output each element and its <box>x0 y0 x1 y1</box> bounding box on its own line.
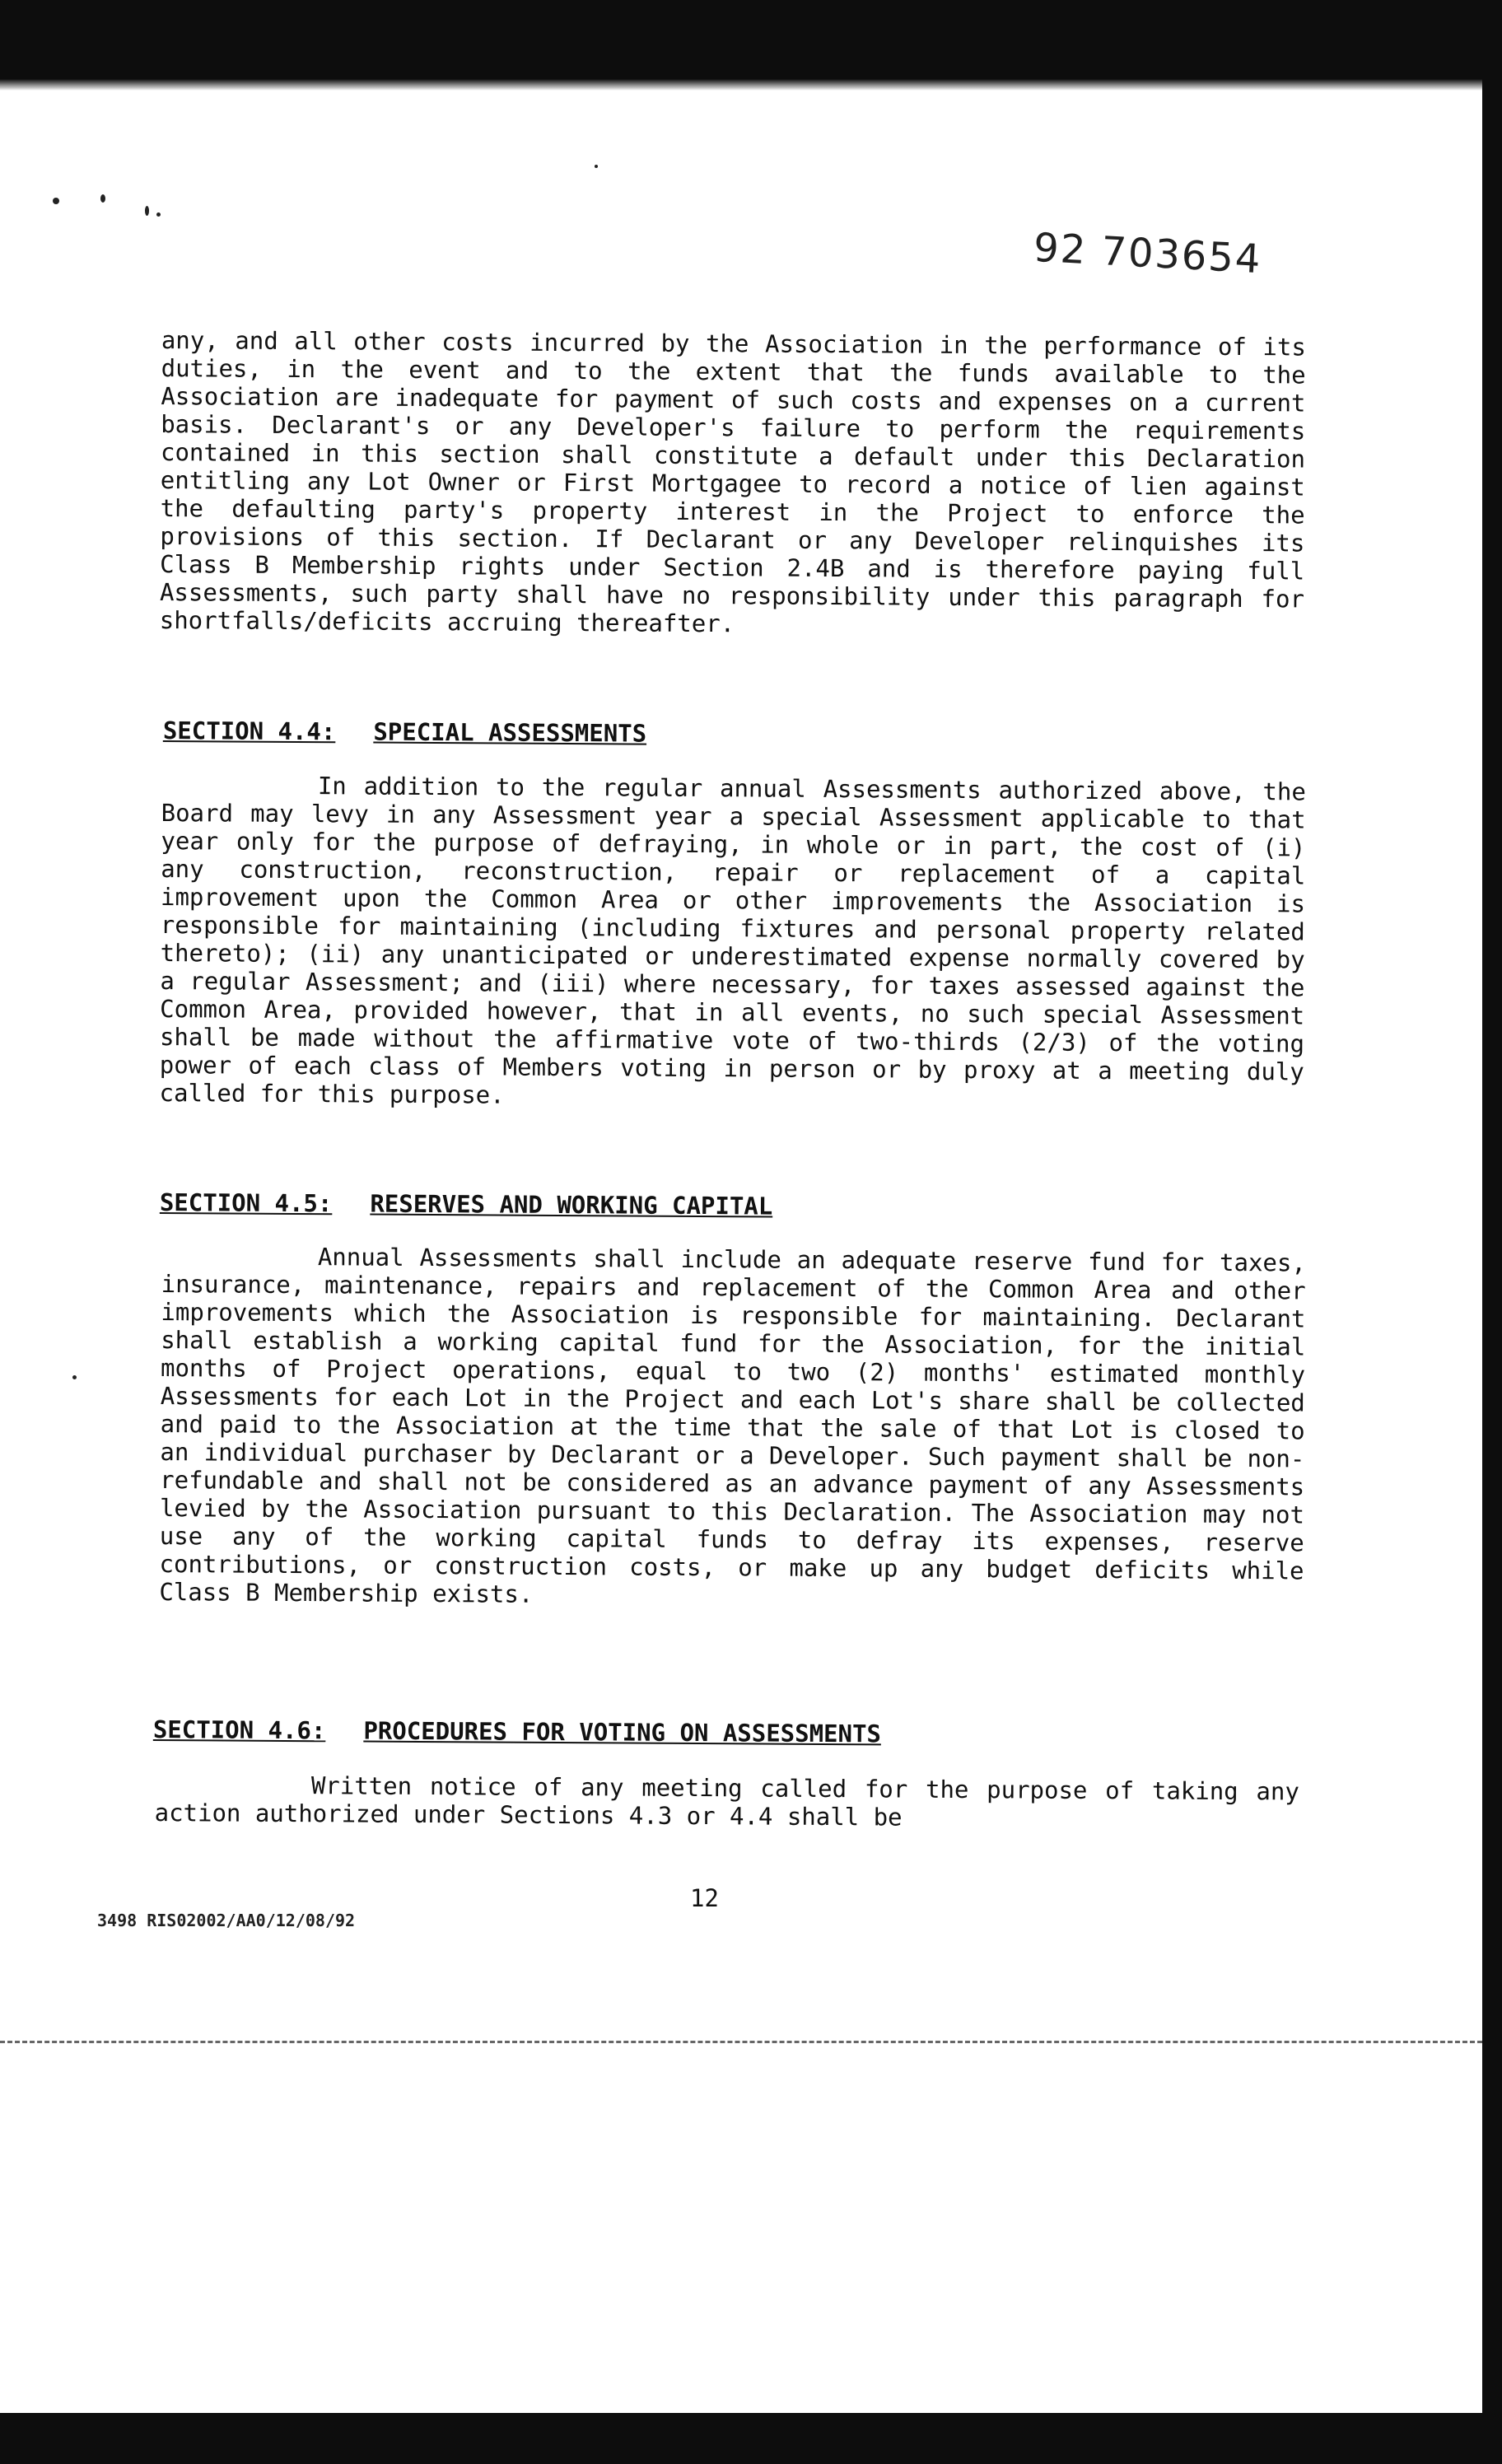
section-4-5-heading <box>160 1188 773 1220</box>
section-body: In addition to the regular annual Assessments authorized above, the Board may levy in any Assessment year a special Assessment applicable to that year only for the purpose of defraying, in whole or in part, the cost of (i) any construction, reconstruction, repair or replacement of a capital improvement upon the Common Area or other improvements the Association is responsible for maintaining (including fixtures and personal property related thereto); (ii) any unanticipated or underestimated expense normally covered by a regular Assessment; and (iii) where necessary, for taxes assessed against the Common Area, provided however, that in all events, no such special Assessment shall be made without the affirmative vote of two-thirds (2/3) of the voting power of each class of Members voting in person or by proxy at a meeting duly called for this purpose. <box>159 772 1306 1109</box>
scan-border-bottom <box>0 2413 1502 2464</box>
section-number: SECTION 4.4: <box>162 716 336 746</box>
document-number: 92 703654 <box>1032 224 1263 283</box>
section-body: Annual Assessments shall include an adequate reserve fund for taxes, insurance, maintenance, repairs and replacement of the Common Area and other improvements which the Association is responsible for maintaining. Declarant shall establish a working capital fund for the Association, for the initial months of Project operations, equal to two (2) months' estimated monthly Assessments for each Lot in the Project and each Lot's share shall be collected and paid to the Association at the time that the sale of that Lot is closed to an individual purchaser by Declarant or a Developer. Such payment shall be non-refundable and shall not be considered as an advance payment of any Assessments levied by the Association pursuant to this Declaration. The Association may not use any of the working capital funds to defray its expenses, reserve contributions, or construction costs, or make up any budget deficits while Class B Membership exists. <box>159 1243 1306 1608</box>
intro-paragraph: any, and all other costs incurred by the Association in the performance of its duties, in the event and to the extent that the funds available to the Association are inadequate for payment of such costs and expenses on a current basis. Declarant's or any Developer's failure to perform the requirements contained in this section shall constitute a default under this Declaration entitling any Lot Owner or First Mortgagee to record a notice of lien against the defaulting party's property interest in the Project to enforce the provisions of this section. If Declarant or any Developer relinquishes its Class B Membership rights under Section 2.4B and is therefore paying full Assessments, such party shall have no responsibility under this paragraph for shortfalls/deficits accruing thereafter. <box>159 326 1306 638</box>
scan-border-top-edge <box>0 79 1502 91</box>
page-number: 12 <box>690 1884 719 1912</box>
section-title: SPECIAL ASSESSMENTS <box>373 717 647 748</box>
scan-border-right <box>1482 0 1502 2464</box>
section-4-5-body-block <box>159 1242 1306 1612</box>
section-number: SECTION 4.6: <box>152 1715 326 1745</box>
section-4-6-body-block <box>155 1771 1299 1833</box>
scan-border-top <box>0 0 1502 82</box>
scan-speck <box>53 198 59 204</box>
intro-paragraph-block <box>160 326 1306 641</box>
section-title: RESERVES AND WORKING CAPITAL <box>370 1189 773 1220</box>
scan-speck <box>145 206 149 216</box>
scan-speck <box>595 165 598 168</box>
scan-speck <box>100 194 105 203</box>
section-4-4-heading <box>163 716 646 748</box>
section-number: SECTION 4.5: <box>159 1188 333 1218</box>
scan-speck <box>156 212 161 217</box>
scan-speck <box>72 1375 77 1379</box>
section-4-4-body-block <box>160 771 1306 1113</box>
section-title: PROCEDURES FOR VOTING ON ASSESSMENTS <box>363 1716 882 1748</box>
footer-document-code: 3498 RIS02002/AA0/12/08/92 <box>97 1911 356 1930</box>
section-4-6-heading <box>153 1715 881 1748</box>
page-edge-line <box>0 2041 1482 2043</box>
section-body: Written notice of any meeting called for the purpose of taking any action authorized under Sections 4.3 or 4.4 shall be <box>154 1771 1299 1832</box>
